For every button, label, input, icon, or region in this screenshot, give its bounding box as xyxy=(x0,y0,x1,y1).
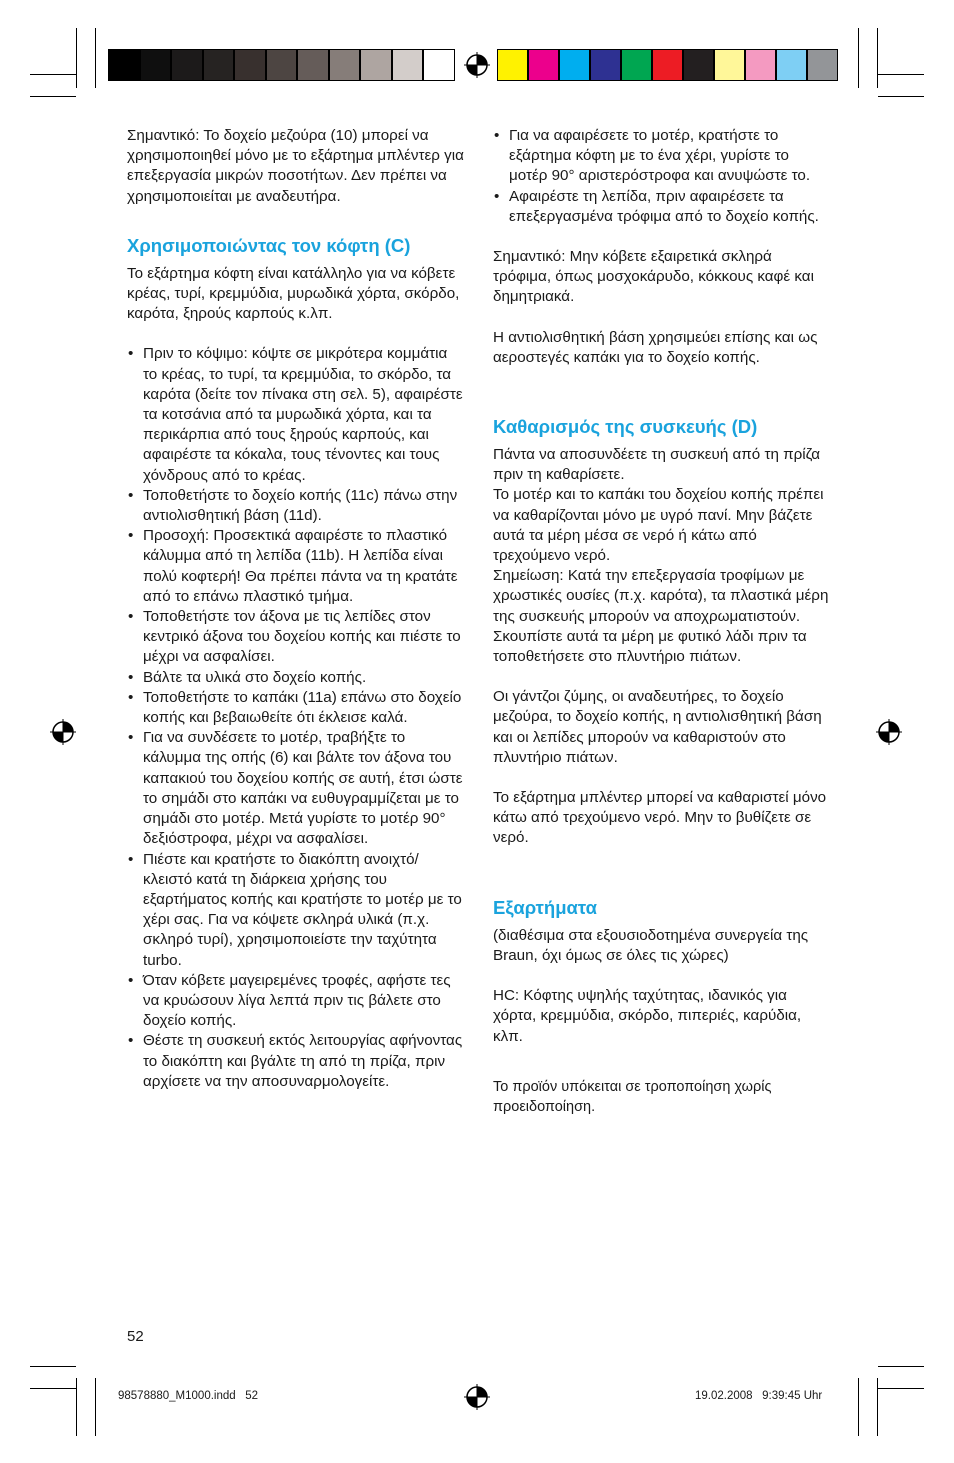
left-column xyxy=(127,126,465,1092)
color-swatch xyxy=(360,49,392,81)
grayscale-color-bar xyxy=(108,49,455,81)
crop-mark xyxy=(95,1378,96,1436)
list-item: • Για να συνδέσετε το μοτέρ, τραβήξτε το κάλυμμα της οπής (6) και βάλτε τον άξονα του καπακιού του δοχείου κοπής σε αυτή, έτσι ώστε το σημάδι στο καπάκι να ευθυγραμμίζεται με το σημάδι στο μοτέρ. Μετά γυρίστε το μοτέρ 90° δεξιόστροφα, μέχρι να ασφαλίσει. xyxy=(127,728,465,849)
section-heading-accessories: Εξαρτήματα xyxy=(493,896,598,918)
list-item: • Προσοχή: Προσεκτικά αφαιρέστε το πλαστικό κάλυμμα από τη λεπίδα (11b). Η λεπίδα είναι πολύ κοφτερή! Θα πρέπει πάντα να τη κρατάτε από το επάνω πλαστικό τμήμα. xyxy=(127,526,465,607)
color-swatch xyxy=(234,49,266,81)
list-item: • Τοποθετήστε τον άξονα με τις λεπίδες στον κεντρικό άξονα του δοχείου κοπής και πιέστε το μέχρι να ασφαλίσει. xyxy=(127,607,465,668)
page-number: 52 xyxy=(127,1328,144,1345)
color-swatch xyxy=(528,49,559,81)
color-swatch xyxy=(140,49,172,81)
list-item: • Πριν το κόψιμο: κόψτε σε μικρότερα κομμάτια το κρέας, το τυρί, τα κρεμμύδια, το σκόρδο, τα καρότα (δείτε τον πίνακα στη σελ. 5), αφαιρέστε τα κοτσάνια από τα μυρωδικά χόρτα, και τα περικάρπια από τους ξηρούς καρπούς, και αφαιρέστε τα κόκαλα, τους τένοντες και τους χόνδρους από το κρέας. xyxy=(127,344,465,485)
registration-mark-icon xyxy=(464,1384,490,1410)
color-swatch xyxy=(807,49,838,81)
color-swatch xyxy=(203,49,235,81)
right-column xyxy=(493,126,829,1117)
section-heading-cutter: Χρησιμοποιώντας τον κόφτη (C) xyxy=(127,234,411,256)
cleaning-paragraph: Σημείωση: Κατά την επεξεργασία τροφίμων με χρωστικές ουσίες (π.χ. καρότα), τα πλαστικά μέρη της συσκευής μπορούν να αποχρωματιστούν. Σκουπίστε αυτά τα μέρη με φυτικό λάδι πριν τα τοποθετήσετε στο πλυντήριο πιάτων. xyxy=(493,567,829,666)
accessories-paragraph: (διαθέσιμα στα εξουσιοδοτημένα συνεργεία της Braun, όχι όμως σε όλες τις χώρες) xyxy=(493,926,809,964)
section-heading-cleaning: Καθαρισμός της συσκευής (D) xyxy=(493,416,758,438)
crop-mark xyxy=(878,1366,924,1367)
footer-timestamp: 19.02.2008 9:39:45 Uhr xyxy=(695,1390,823,1402)
color-swatch xyxy=(652,49,683,81)
crop-mark xyxy=(30,1366,76,1367)
list-item: • Τοποθετήστε το δοχείο κοπής (11c) πάνω στην αντιολισθητική βάση (11d). xyxy=(127,486,465,526)
removal-instructions-list xyxy=(493,126,829,227)
cutter-intro-paragraph: Το εξάρτημα κόφτη είναι κατάλληλο για να κόβετε κρέας, τυρί, κρεμμύδια, μυρωδικά χόρτα, σκόρδο, καρότα, ξηρούς καρπούς κ.λπ. xyxy=(127,264,460,323)
list-item: • Πιέστε και κρατήστε το διακόπτη ανοιχτό/κλειστό κατά τη διάρκεια χρήσης του εξαρτήματος κοπής και κρατήστε το μοτέρ με το χέρι σας. Για να κόψετε σκληρά υλικά (π.χ. σκληρό τυρί), χρησιμοποιείστε την ταχύτητα turbo. xyxy=(127,850,465,971)
color-swatch xyxy=(297,49,329,81)
crop-mark xyxy=(878,74,924,75)
color-swatch xyxy=(423,49,455,81)
color-swatch xyxy=(776,49,807,81)
color-swatch xyxy=(590,49,621,81)
color-swatch xyxy=(266,49,298,81)
color-swatch xyxy=(621,49,652,81)
list-item: • Τοποθετήστε το καπάκι (11a) επάνω στο δοχείο κοπής και βεβαιωθείτε ότι έκλεισε καλά. xyxy=(127,688,465,728)
crop-mark xyxy=(877,1378,878,1436)
crop-mark xyxy=(877,28,878,88)
crop-mark xyxy=(878,1388,924,1389)
list-item: • Όταν κόβετε μαγειρεμένες τροφές, αφήστε τες να κρυώσουν λίγα λεπτά πριν τις βάλετε στο δοχείο κοπής. xyxy=(127,971,465,1032)
crop-mark xyxy=(858,1378,859,1436)
crop-mark xyxy=(30,74,76,75)
registration-mark-icon xyxy=(50,719,76,745)
color-swatch xyxy=(683,49,714,81)
disclaimer-text: Το προϊόν υπόκειται σε τροποποίηση χωρίς προειδοποίηση. xyxy=(493,1078,772,1115)
registration-mark-icon xyxy=(464,52,490,78)
color-swatch xyxy=(559,49,590,81)
color-swatch xyxy=(329,49,361,81)
footer-file-info: 98578880_M1000.indd 52 xyxy=(118,1390,259,1402)
cutter-instructions-list xyxy=(127,344,465,1092)
color-swatch xyxy=(497,49,528,81)
cleaning-paragraph: Οι γάντζοι ζύμης, οι αναδευτήρες, το δοχείο μεζούρα, το δοχείο κοπής, η αντιολισθητική βάση και οι λεπίδες μπορούν να καθαριστούν στο πλυντήριο πιάτων. xyxy=(493,688,822,766)
color-swatch xyxy=(392,49,424,81)
crop-mark xyxy=(878,96,924,97)
important-note: Σημαντικό: Μην κόβετε εξαιρετικά σκληρά τρόφιμα, όπως μοσχοκάρυδο, κόκκους καφέ και δημητριακά. xyxy=(493,248,814,306)
crop-mark xyxy=(858,28,859,88)
intro-paragraph: Σημαντικό: Το δοχείο μεζούρα (10) μπορεί να χρησιμοποιηθεί μόνο με το εξάρτημα μπλέντερ για επεξεργασία μικρών ποσοτήτων. Δεν πρέπει να χρησιμοποιείται με αναδευτήρα. xyxy=(127,127,464,205)
crop-mark xyxy=(95,28,96,88)
cleaning-paragraph: Το εξάρτημα μπλέντερ μπορεί να καθαριστεί μόνο κάτω από τρεχούμενο νερό. Μην το βυθίζετε σε νερό. xyxy=(493,789,827,847)
process-color-bar xyxy=(497,49,838,81)
cleaning-paragraph: Πάντα να αποσυνδέετε τη συσκευή από τη πρίζα πριν τη καθαρίσετε. xyxy=(493,446,821,484)
color-swatch xyxy=(171,49,203,81)
antislip-note: Η αντιολισθητική βάση χρησιμεύει επίσης και ως αεροστεγές καπάκι για το δοχείο κοπής. xyxy=(493,328,818,366)
crop-mark xyxy=(30,96,76,97)
list-item: • Αφαιρέστε τη λεπίδα, πριν αφαιρέσετε τα επεξεργασμένα τρόφιμα από το δοχείο κοπής. xyxy=(493,187,829,227)
list-item: • Θέστε τη συσκευή εκτός λειτουργίας αφήνοντας το διακόπτη και βγάλτε τη από τη πρίζα, πριν αρχίσετε να την αποσυναρμολογείτε. xyxy=(127,1031,465,1092)
list-item: • Για να αφαιρέσετε το μοτέρ, κρατήστε το εξάρτημα κόφτη με το ένα χέρι, γυρίστε το μοτέρ 90° αριστερόστροφα και ανυψώστε το. xyxy=(493,126,829,187)
color-swatch xyxy=(714,49,745,81)
color-swatch xyxy=(745,49,776,81)
registration-mark-icon xyxy=(876,719,902,745)
crop-mark xyxy=(30,1388,76,1389)
crop-mark xyxy=(76,1378,77,1436)
cleaning-paragraph: Το μοτέρ και το καπάκι του δοχείου κοπής πρέπει να καθαρίζονται μόνο με υγρό πανί. Μην βάζετε αυτά τα μέρη μέσα σε νερό ή κάτω από τρεχούμενο νερό. xyxy=(493,486,824,565)
accessories-paragraph: HC: Κόφτης υψηλής ταχύτητας, ιδανικός για χόρτα, κρεμμύδια, σκόρδο, πιπεριές, καρύδια, κλπ. xyxy=(493,987,802,1045)
color-swatch xyxy=(108,49,140,81)
list-item: • Βάλτε τα υλικά στο δοχείο κοπής. xyxy=(127,668,465,688)
crop-mark xyxy=(76,28,77,88)
